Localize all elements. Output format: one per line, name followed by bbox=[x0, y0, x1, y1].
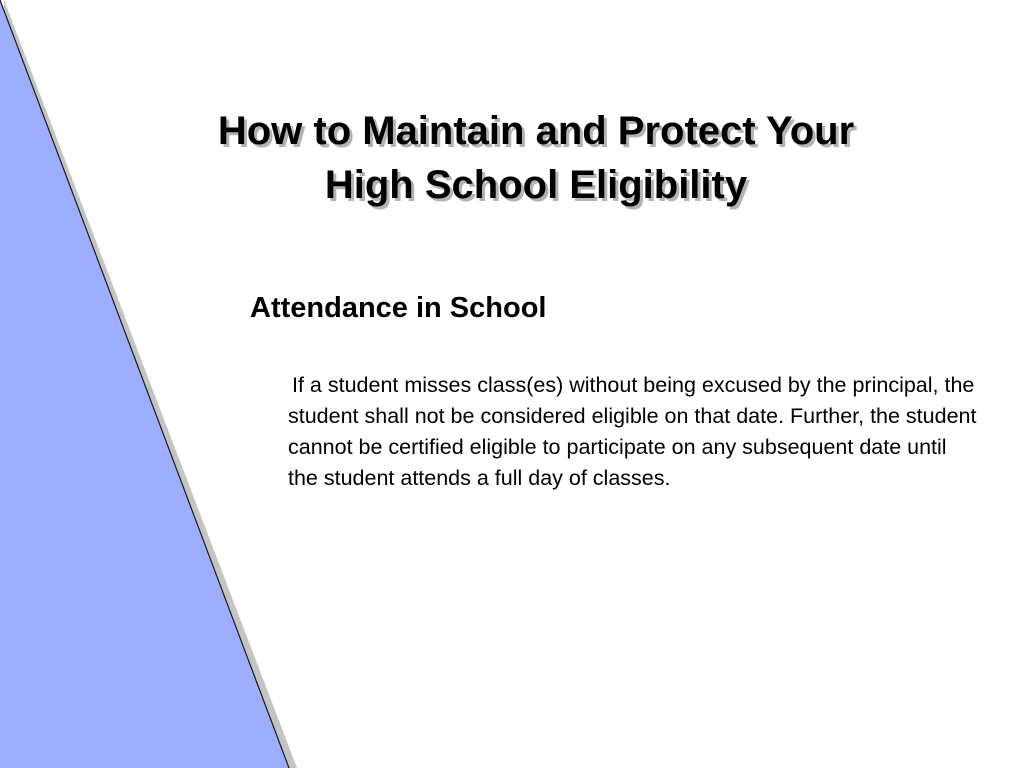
title-line-2: High School Eligibility bbox=[324, 163, 748, 207]
section-heading: Attendance in School bbox=[250, 292, 547, 324]
title-line-1: How to Maintain and Protect Your bbox=[217, 109, 855, 153]
slide-title bbox=[100, 104, 972, 212]
body-paragraph: If a student misses class(es) without being excused by the principal, the student shall not be considered eligible on that date. Further, the student cannot be certified eligible to participate on any subsequent date until the student attends a full day of classes. bbox=[288, 373, 977, 490]
